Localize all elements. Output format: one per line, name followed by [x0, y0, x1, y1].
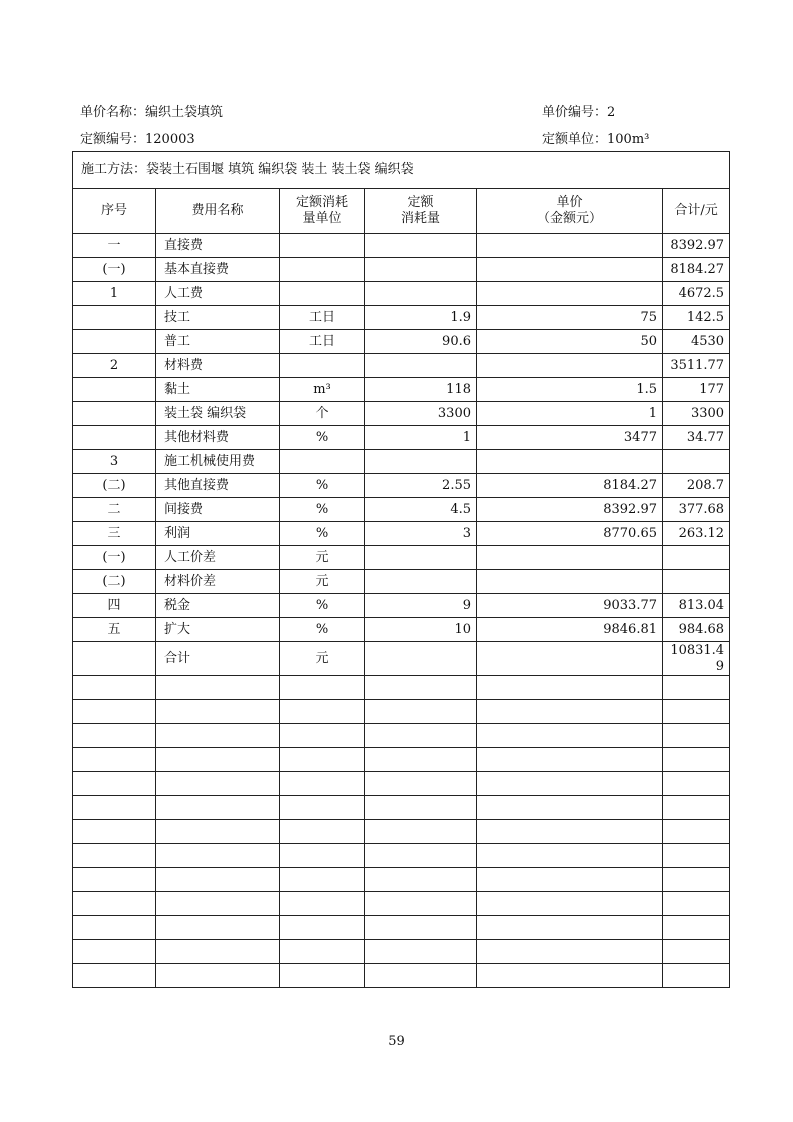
col-seq: 序号	[73, 189, 156, 234]
cell-total: 10831.49	[663, 642, 730, 676]
cell-qty: 1.9	[365, 306, 477, 330]
empty-cell	[477, 676, 663, 700]
cell-qty: 9	[365, 594, 477, 618]
empty-cell	[663, 724, 730, 748]
table-row	[73, 378, 730, 402]
table-row	[73, 330, 730, 354]
empty-cell	[663, 892, 730, 916]
cell-qty: 90.6	[365, 330, 477, 354]
empty-cell	[663, 676, 730, 700]
cell-seq: (二)	[73, 474, 156, 498]
cell-seq: 一	[73, 234, 156, 258]
table-row	[73, 234, 730, 258]
col-unit	[280, 189, 365, 234]
empty-cell	[156, 676, 280, 700]
table-row	[73, 498, 730, 522]
empty-cell	[365, 796, 477, 820]
col-price	[477, 189, 663, 234]
empty-cell	[365, 940, 477, 964]
cell-total: 208.7	[663, 474, 730, 498]
table-row	[73, 282, 730, 306]
col-unit-line2: 量单位	[302, 211, 342, 226]
cell-seq: 三	[73, 522, 156, 546]
cell-name: 人工费	[156, 282, 280, 306]
empty-cell	[365, 700, 477, 724]
cell-qty	[365, 258, 477, 282]
empty-cell	[280, 796, 365, 820]
empty-cell	[280, 772, 365, 796]
cell-price: 1.5	[477, 378, 663, 402]
empty-cell	[156, 724, 280, 748]
cell-seq: 2	[73, 354, 156, 378]
cell-unit: %	[280, 474, 365, 498]
cell-unit: 工日	[280, 306, 365, 330]
cell-price	[477, 546, 663, 570]
table-row	[73, 618, 730, 642]
col-total: 合计/元	[663, 189, 730, 234]
table-row	[73, 522, 730, 546]
cell-price	[477, 234, 663, 258]
cell-price	[477, 450, 663, 474]
cell-seq: 二	[73, 498, 156, 522]
empty-cell	[663, 844, 730, 868]
empty-cell	[663, 748, 730, 772]
empty-cell	[477, 892, 663, 916]
empty-cell	[73, 964, 156, 988]
cell-unit: 元	[280, 546, 365, 570]
method-row	[73, 152, 730, 189]
empty-cell	[156, 868, 280, 892]
cell-name: 材料价差	[156, 570, 280, 594]
cell-qty	[365, 234, 477, 258]
empty-cell	[73, 916, 156, 940]
empty-row	[73, 868, 730, 892]
cell-total: 4530	[663, 330, 730, 354]
cell-price	[477, 282, 663, 306]
header-row	[73, 189, 730, 234]
col-qty-line1: 定额	[407, 195, 434, 210]
cell-price: 8770.65	[477, 522, 663, 546]
empty-cell	[156, 892, 280, 916]
cell-name: 人工价差	[156, 546, 280, 570]
col-price-line2: （金额元）	[536, 211, 602, 226]
cell-name: 间接费	[156, 498, 280, 522]
cell-total: 263.12	[663, 522, 730, 546]
empty-cell	[280, 916, 365, 940]
cell-name: 直接费	[156, 234, 280, 258]
cell-qty	[365, 282, 477, 306]
empty-cell	[73, 820, 156, 844]
cell-qty	[365, 354, 477, 378]
cell-total: 3511.77	[663, 354, 730, 378]
empty-cell	[477, 868, 663, 892]
norm-code: 定额编号：120003	[80, 132, 195, 147]
empty-cell	[663, 940, 730, 964]
cell-qty	[365, 450, 477, 474]
total-row	[73, 642, 730, 676]
empty-cell	[365, 820, 477, 844]
cell-unit: %	[280, 594, 365, 618]
empty-cell	[663, 868, 730, 892]
empty-cell	[365, 844, 477, 868]
cell-name: 材料费	[156, 354, 280, 378]
empty-cell	[73, 772, 156, 796]
cell-unit: %	[280, 498, 365, 522]
empty-cell	[663, 796, 730, 820]
cell-price: 3477	[477, 426, 663, 450]
cell-unit: m³	[280, 378, 365, 402]
empty-cell	[156, 964, 280, 988]
empty-cell	[365, 892, 477, 916]
cell-seq	[73, 306, 156, 330]
empty-cell	[365, 772, 477, 796]
cell-qty: 1	[365, 426, 477, 450]
cell-unit	[280, 258, 365, 282]
cell-total	[663, 570, 730, 594]
empty-cell	[280, 892, 365, 916]
cell-total: 813.04	[663, 594, 730, 618]
cell-seq: 3	[73, 450, 156, 474]
table-row	[73, 474, 730, 498]
cell-total	[663, 546, 730, 570]
empty-row	[73, 964, 730, 988]
empty-cell	[280, 748, 365, 772]
cell-qty: 118	[365, 378, 477, 402]
empty-cell	[477, 772, 663, 796]
empty-cell	[280, 964, 365, 988]
cell-price	[477, 258, 663, 282]
cell-seq	[73, 402, 156, 426]
cell-name: 其他材料费	[156, 426, 280, 450]
empty-row	[73, 916, 730, 940]
empty-cell	[156, 700, 280, 724]
cell-seq	[73, 642, 156, 676]
cell-unit: %	[280, 522, 365, 546]
cell-price: 1	[477, 402, 663, 426]
empty-cell	[365, 724, 477, 748]
cell-total: 142.5	[663, 306, 730, 330]
cell-total: 8184.27	[663, 258, 730, 282]
cell-total: 177	[663, 378, 730, 402]
cell-seq: (二)	[73, 570, 156, 594]
empty-cell	[73, 940, 156, 964]
empty-cell	[280, 940, 365, 964]
empty-row	[73, 748, 730, 772]
empty-cell	[73, 700, 156, 724]
empty-cell	[477, 916, 663, 940]
cell-qty	[365, 570, 477, 594]
empty-cell	[477, 724, 663, 748]
col-name: 费用名称	[156, 189, 280, 234]
empty-cell	[477, 700, 663, 724]
empty-cell	[365, 676, 477, 700]
cell-price: 9033.77	[477, 594, 663, 618]
table-row	[73, 306, 730, 330]
empty-cell	[73, 892, 156, 916]
cell-unit: 工日	[280, 330, 365, 354]
table-row	[73, 258, 730, 282]
table-row	[73, 546, 730, 570]
construction-method: 施工方法：袋装土石围堰 填筑 编织袋 装土 装土袋 编织袋	[73, 152, 730, 189]
cell-qty: 2.55	[365, 474, 477, 498]
empty-cell	[73, 844, 156, 868]
empty-cell	[477, 940, 663, 964]
empty-cell	[156, 916, 280, 940]
empty-cell	[477, 748, 663, 772]
cell-total	[663, 450, 730, 474]
empty-cell	[280, 724, 365, 748]
cell-qty	[365, 642, 477, 676]
cell-unit: %	[280, 618, 365, 642]
cell-qty: 10	[365, 618, 477, 642]
cell-unit	[280, 450, 365, 474]
empty-cell	[663, 772, 730, 796]
empty-row	[73, 772, 730, 796]
unit-price-code: 单价编号：2	[542, 105, 616, 120]
cell-name: 其他直接费	[156, 474, 280, 498]
table-row	[73, 402, 730, 426]
empty-cell	[73, 676, 156, 700]
cell-total: 984.68	[663, 618, 730, 642]
cell-price	[477, 642, 663, 676]
cell-price: 9846.81	[477, 618, 663, 642]
empty-cell	[663, 820, 730, 844]
cell-total: 377.68	[663, 498, 730, 522]
empty-cell	[156, 748, 280, 772]
norm-unit: 定额单位：100m³	[542, 132, 650, 147]
empty-cell	[280, 868, 365, 892]
cell-seq	[73, 426, 156, 450]
table-row	[73, 450, 730, 474]
cell-unit: 个	[280, 402, 365, 426]
cell-name: 利润	[156, 522, 280, 546]
cell-unit	[280, 234, 365, 258]
empty-row	[73, 940, 730, 964]
cell-seq	[73, 330, 156, 354]
empty-cell	[156, 940, 280, 964]
empty-cell	[280, 676, 365, 700]
empty-cell	[477, 820, 663, 844]
cell-name: 黏土	[156, 378, 280, 402]
table-row	[73, 594, 730, 618]
cell-name: 施工机械使用费	[156, 450, 280, 474]
cell-unit	[280, 354, 365, 378]
empty-cell	[73, 796, 156, 820]
col-qty-line2: 消耗量	[400, 211, 440, 226]
cell-qty: 3	[365, 522, 477, 546]
cell-unit: %	[280, 426, 365, 450]
empty-row	[73, 700, 730, 724]
empty-cell	[663, 700, 730, 724]
empty-cell	[663, 964, 730, 988]
cell-qty: 3300	[365, 402, 477, 426]
cell-seq: 五	[73, 618, 156, 642]
cell-name: 税金	[156, 594, 280, 618]
page-number: 59	[388, 1034, 405, 1049]
cell-total: 3300	[663, 402, 730, 426]
unit-price-name: 单价名称：编织土袋填筑	[80, 105, 224, 120]
cell-unit: 元	[280, 642, 365, 676]
col-unit-line1: 定额消耗	[295, 195, 348, 210]
empty-cell	[477, 796, 663, 820]
empty-cell	[477, 844, 663, 868]
empty-cell	[365, 748, 477, 772]
empty-cell	[280, 820, 365, 844]
cell-price: 75	[477, 306, 663, 330]
cell-seq: 四	[73, 594, 156, 618]
col-price-line1: 单价	[556, 195, 583, 210]
empty-row	[73, 724, 730, 748]
cell-name: 技工	[156, 306, 280, 330]
cell-seq: (一)	[73, 546, 156, 570]
empty-row	[73, 892, 730, 916]
empty-cell	[663, 916, 730, 940]
empty-cell	[365, 916, 477, 940]
col-qty	[365, 189, 477, 234]
empty-cell	[156, 820, 280, 844]
empty-row	[73, 844, 730, 868]
table-row	[73, 570, 730, 594]
empty-row	[73, 820, 730, 844]
empty-cell	[73, 748, 156, 772]
table-row	[73, 426, 730, 450]
cell-name: 扩大	[156, 618, 280, 642]
table-row	[73, 354, 730, 378]
empty-cell	[73, 868, 156, 892]
cell-name: 基本直接费	[156, 258, 280, 282]
cell-qty: 4.5	[365, 498, 477, 522]
cell-unit	[280, 282, 365, 306]
cell-total: 4672.5	[663, 282, 730, 306]
cell-seq: (一)	[73, 258, 156, 282]
empty-cell	[156, 772, 280, 796]
empty-row	[73, 796, 730, 820]
empty-cell	[280, 700, 365, 724]
empty-cell	[156, 796, 280, 820]
cell-qty	[365, 546, 477, 570]
empty-cell	[477, 964, 663, 988]
cell-price	[477, 354, 663, 378]
empty-cell	[156, 844, 280, 868]
cell-price: 50	[477, 330, 663, 354]
cell-name: 装土袋 编织袋	[156, 402, 280, 426]
cell-price: 8392.97	[477, 498, 663, 522]
cell-total: 34.77	[663, 426, 730, 450]
cost-table	[72, 151, 730, 988]
cell-unit: 元	[280, 570, 365, 594]
cell-total: 8392.97	[663, 234, 730, 258]
empty-cell	[365, 964, 477, 988]
empty-cell	[73, 724, 156, 748]
cell-price: 8184.27	[477, 474, 663, 498]
empty-row	[73, 676, 730, 700]
cell-name: 合计	[156, 642, 280, 676]
cell-seq	[73, 378, 156, 402]
cell-price	[477, 570, 663, 594]
cell-name: 普工	[156, 330, 280, 354]
empty-cell	[365, 868, 477, 892]
cell-seq: 1	[73, 282, 156, 306]
empty-cell	[280, 844, 365, 868]
